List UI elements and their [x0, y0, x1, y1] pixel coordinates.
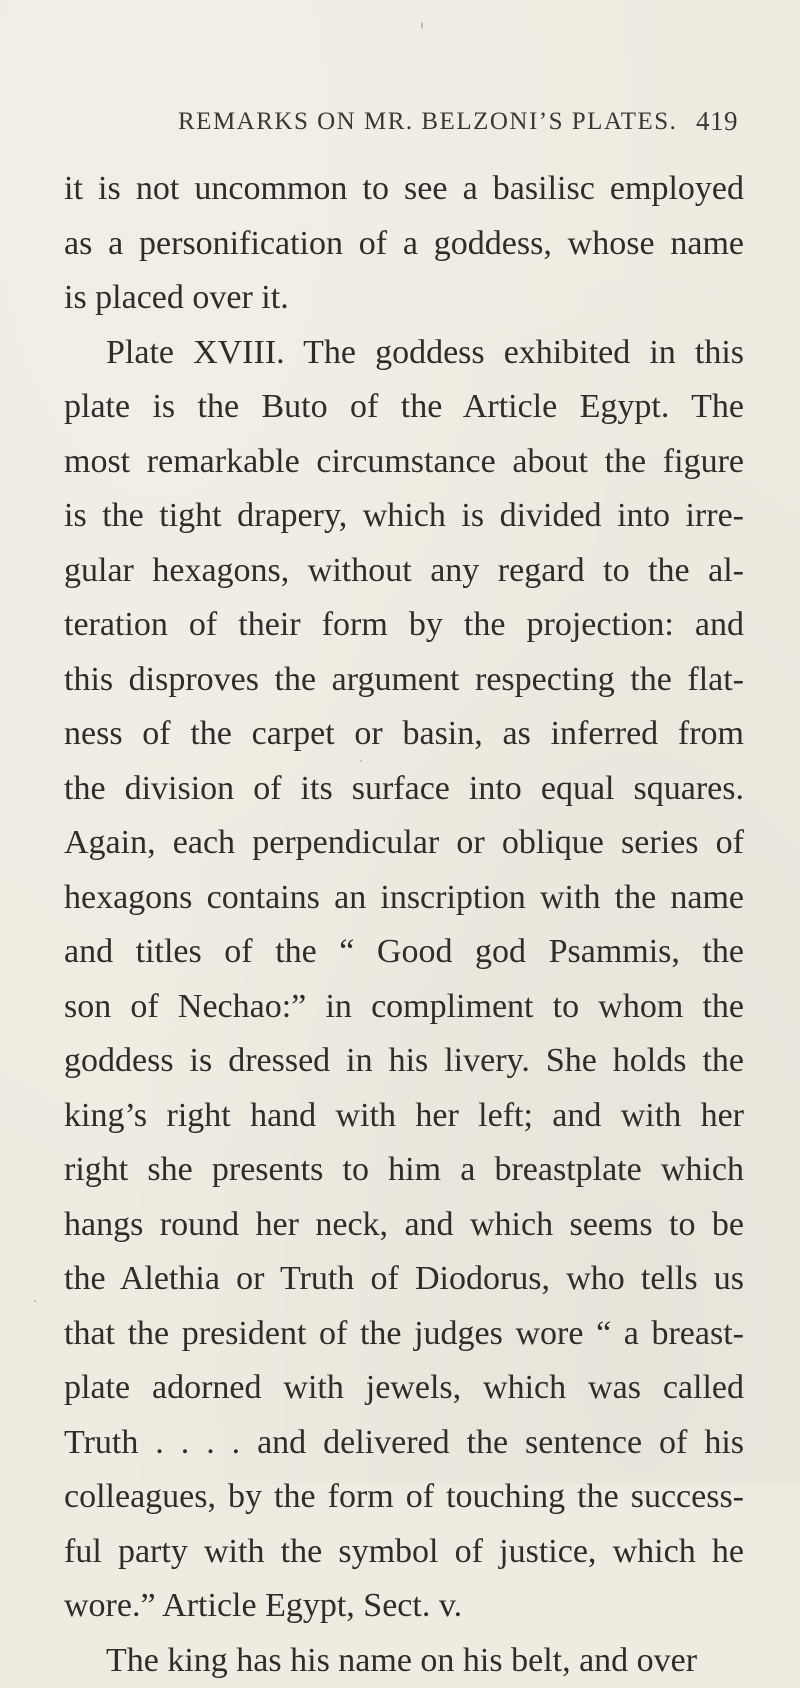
text-line: goddess is dressed in his livery. She holds the	[64, 1034, 744, 1089]
text-line: ness of the carpet or basin, as inferred from	[64, 707, 744, 762]
text-line: the Alethia or Truth of Diodorus, who tells us	[64, 1252, 744, 1307]
text-line: plate adorned with jewels, which was called	[64, 1361, 744, 1416]
paper-speck	[360, 760, 362, 762]
text-line: hangs round her neck, and which seems to be	[64, 1198, 744, 1253]
page-number: 419	[696, 106, 738, 137]
text-line: most remarkable circumstance about the figure	[64, 435, 744, 490]
text-line: right she presents to him a breastplate which	[64, 1143, 744, 1198]
text-line: is the tight drapery, which is divided into irre-	[64, 489, 744, 544]
text-line: Truth . . . . and delivered the sentence of his	[64, 1416, 744, 1471]
text-line: this disproves the argument respecting the flat-	[64, 653, 744, 708]
text-line: wore.” Article Egypt, Sect. v.	[64, 1579, 744, 1634]
body-text	[64, 162, 744, 1688]
running-title: REMARKS ON MR. BELZONI’S PLATES.	[178, 108, 677, 136]
text-line: Plate XVIII. The goddess exhibited in this	[64, 326, 744, 381]
text-line: son of Nechao:” in compliment to whom the	[64, 980, 744, 1035]
text-line: Again, each perpendicular or oblique series of	[64, 816, 744, 871]
text-line: ful party with the symbol of justice, which he	[64, 1525, 744, 1580]
text-line: plate is the Buto of the Article Egypt. The	[64, 380, 744, 435]
text-line: the division of its surface into equal squares.	[64, 762, 744, 817]
text-line: king’s right hand with her left; and with her	[64, 1089, 744, 1144]
paper-speck	[34, 1300, 36, 1302]
running-header	[178, 108, 738, 148]
paper-speck	[421, 22, 423, 29]
text-line: is placed over it.	[64, 271, 744, 326]
text-line: hexagons contains an inscription with the name	[64, 871, 744, 926]
text-line: that the president of the judges wore “ a breast-	[64, 1307, 744, 1362]
text-line: as a personification of a goddess, whose name	[64, 217, 744, 272]
text-line: and titles of the “ Good god Psammis, the	[64, 925, 744, 980]
text-line: colleagues, by the form of touching the success-	[64, 1470, 744, 1525]
text-line: teration of their form by the projection: and	[64, 598, 744, 653]
text-line: gular hexagons, without any regard to the al-	[64, 544, 744, 599]
text-line: it is not uncommon to see a basilisc employed	[64, 162, 744, 217]
text-line: The king has his name on his belt, and over	[64, 1634, 744, 1688]
